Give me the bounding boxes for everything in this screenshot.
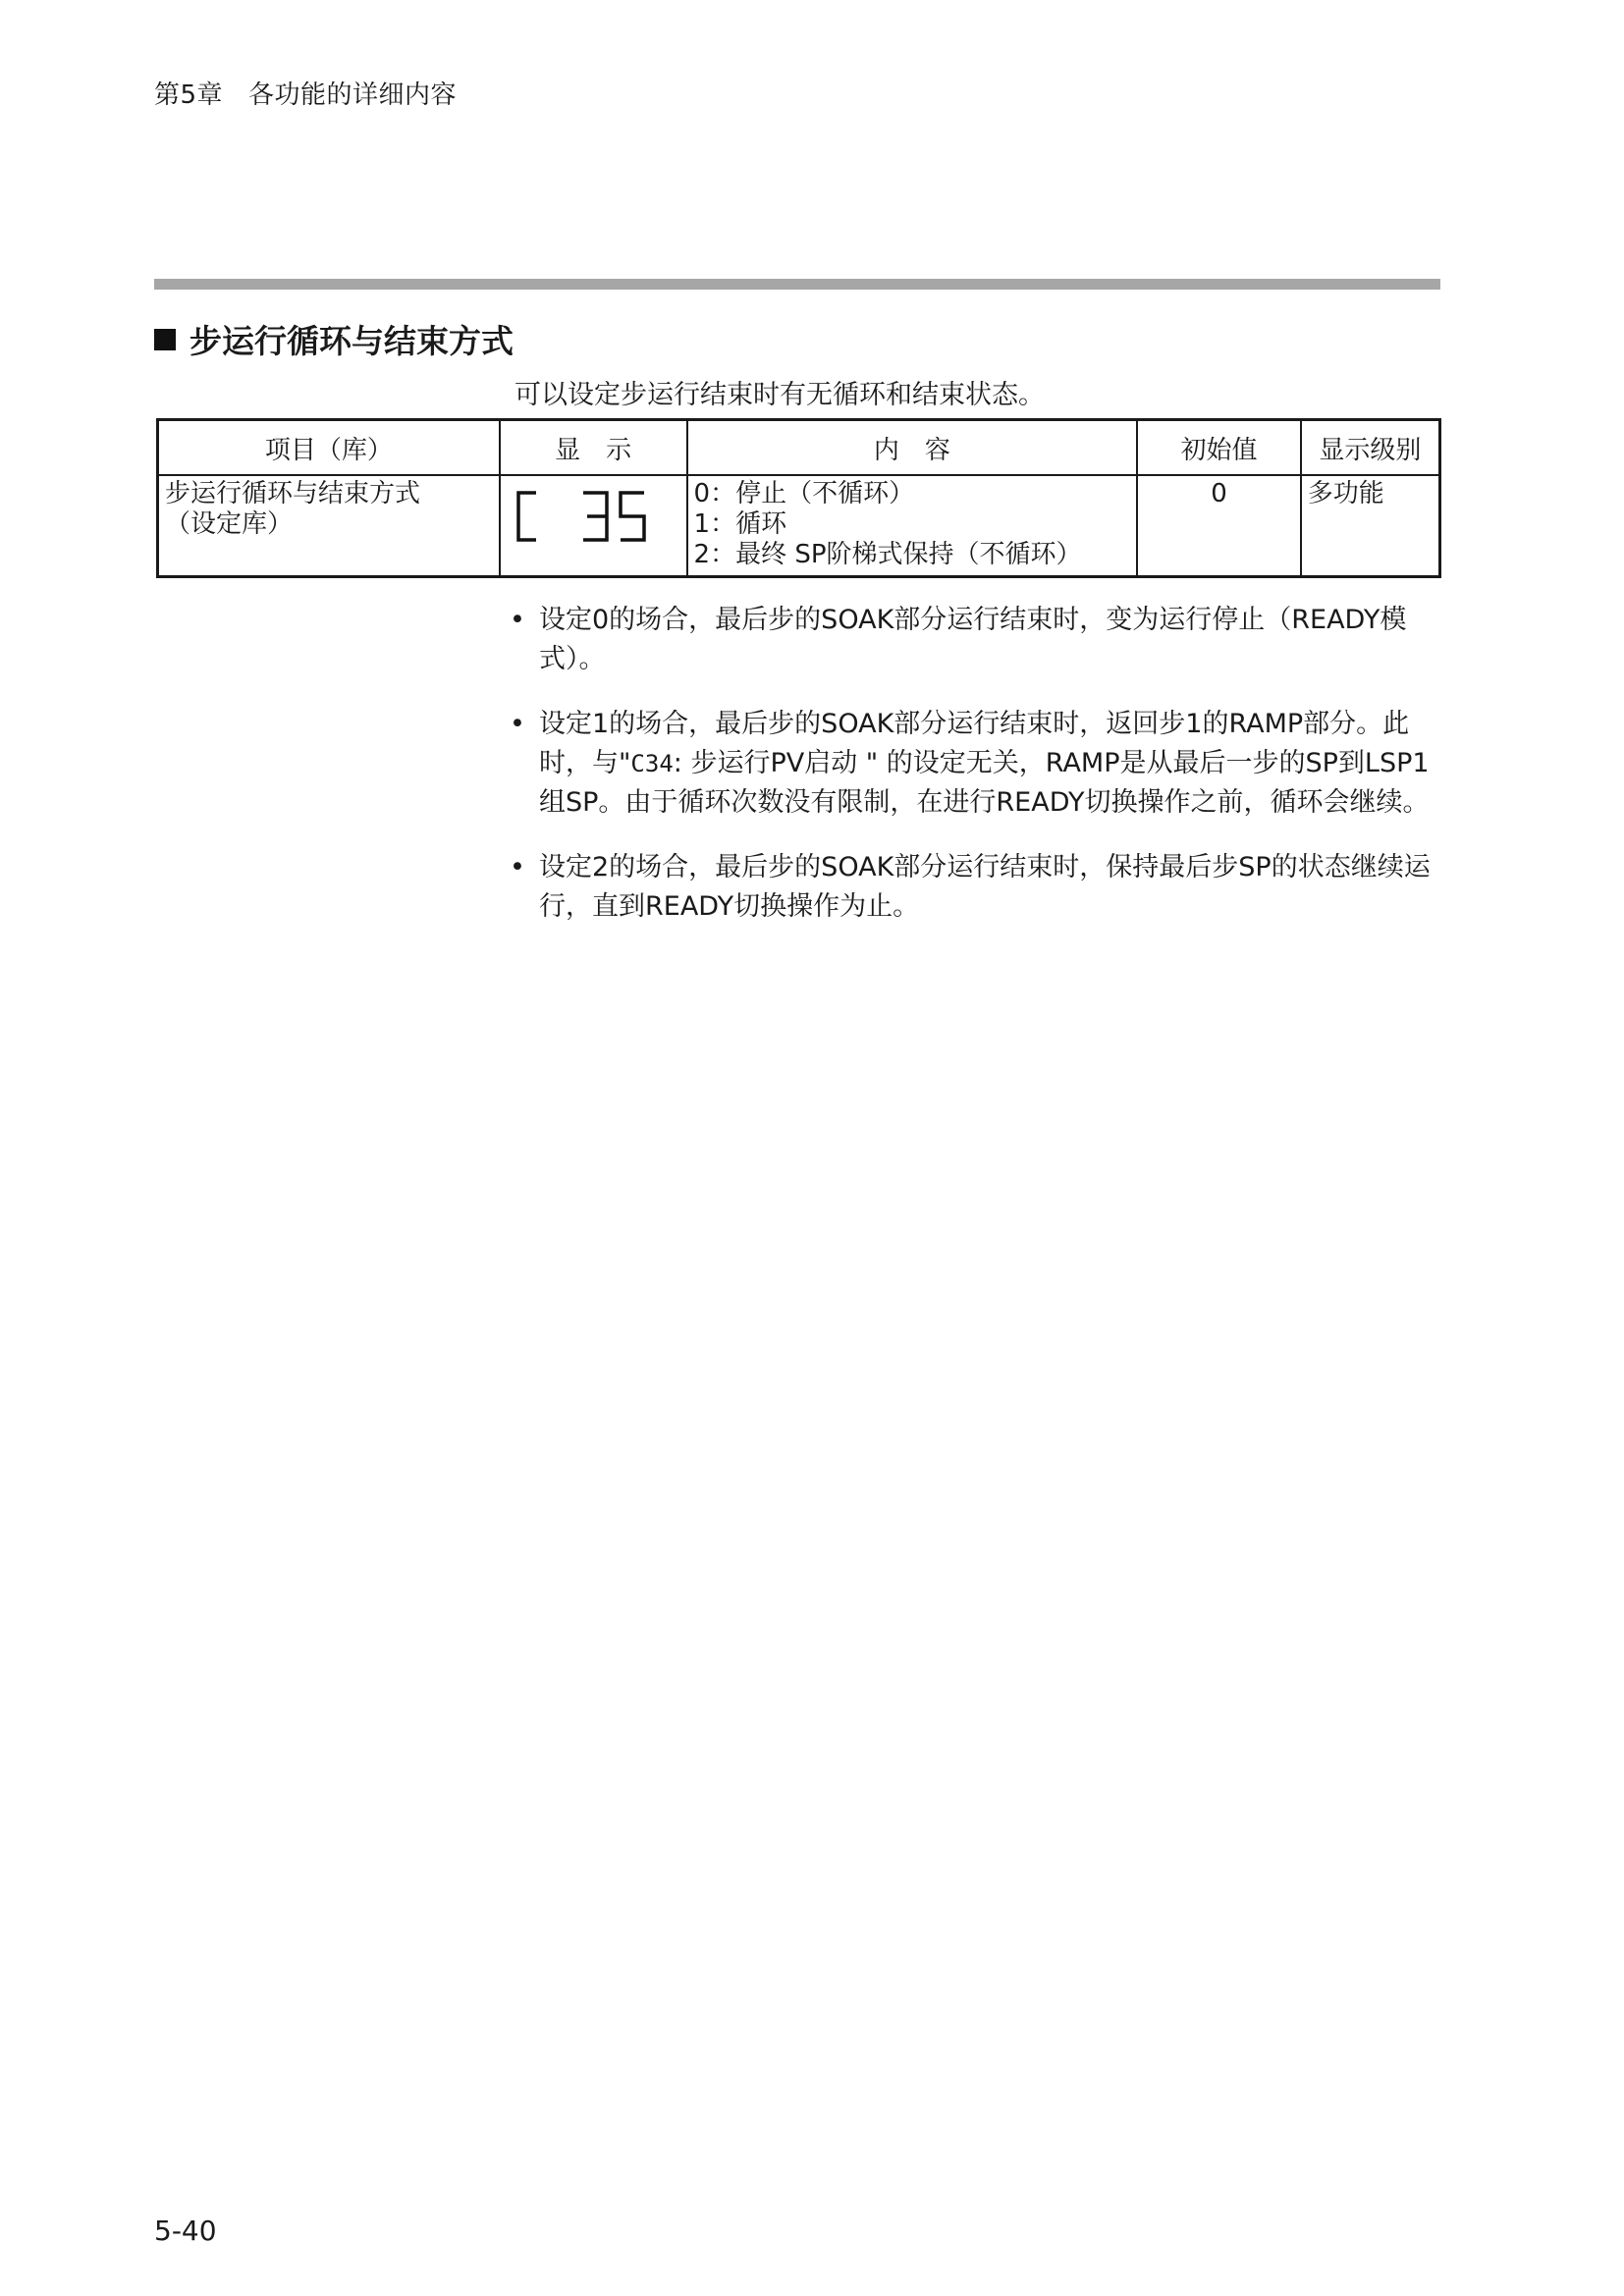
section-divider <box>154 279 1440 290</box>
section-heading <box>154 316 514 362</box>
page-number: 5-40 <box>154 2215 217 2247</box>
list-item <box>510 601 1442 679</box>
inline-display-code: C34 <box>630 750 674 777</box>
spec-table <box>156 418 1441 578</box>
list-item <box>510 848 1442 927</box>
chapter-header <box>154 75 457 111</box>
header-initial-value: 初始值 <box>1137 420 1301 476</box>
cell-initial-value: 0 <box>1137 475 1301 577</box>
seven-segment-display <box>514 489 652 544</box>
bullet-marker: • <box>510 709 525 739</box>
section-title: 步运行循环与结束方式 <box>189 322 514 360</box>
bullet-list <box>510 601 1442 952</box>
bullet-marker: • <box>510 852 525 882</box>
content-option-0: 0：停止（不循环） <box>693 479 915 508</box>
header-content: 内 容 <box>687 420 1138 476</box>
header-display-level: 显示级别 <box>1301 420 1440 476</box>
cell-item <box>158 475 500 577</box>
black-square-icon <box>154 329 176 350</box>
segment-char-c <box>518 493 536 540</box>
bullet-marker: • <box>510 605 525 635</box>
chapter-label: 第5章 <box>154 80 224 110</box>
content-option-2: 2：最终 SP阶梯式保持（不循环） <box>693 540 1082 569</box>
chapter-title: 各功能的详细内容 <box>248 80 458 110</box>
bullet-text: 设定0的场合，最后步的SOAK部分运行结束时，变为运行停止（READY模式）。 <box>539 605 1407 674</box>
list-item <box>510 705 1442 823</box>
cell-display <box>500 475 687 577</box>
table-row <box>158 475 1440 577</box>
header-item: 项目（库） <box>158 420 500 476</box>
table-header-row <box>158 420 1440 476</box>
bullet-text-after: : 步运行PV启动 " 的设定无关，RAMP是从最后一步的SP到LSP1组SP。由于循环次数没有限制，在进行READY切换操作之前，循环会继续。 <box>539 748 1430 818</box>
bullet-text-before: 设定1的场合，最后步的SOAK部分运行结束时，返回步1的RAMP部分。此时，与" <box>539 709 1410 778</box>
section-intro: 可以设定步运行结束时有无循环和结束状态。 <box>514 380 1045 410</box>
bullet-text <box>539 705 1442 823</box>
item-bank: （设定库） <box>165 509 294 539</box>
header-display: 显 示 <box>500 420 687 476</box>
bullet-text: 设定2的场合，最后步的SOAK部分运行结束时，保持最后步SP的状态继续运行，直到READY切换操作为止。 <box>539 852 1431 922</box>
content-option-1: 1：循环 <box>693 509 787 539</box>
item-name: 步运行循环与结束方式 <box>165 479 421 508</box>
cell-display-level: 多功能 <box>1301 475 1440 577</box>
cell-content <box>687 475 1138 577</box>
segment-char-5 <box>621 493 644 540</box>
